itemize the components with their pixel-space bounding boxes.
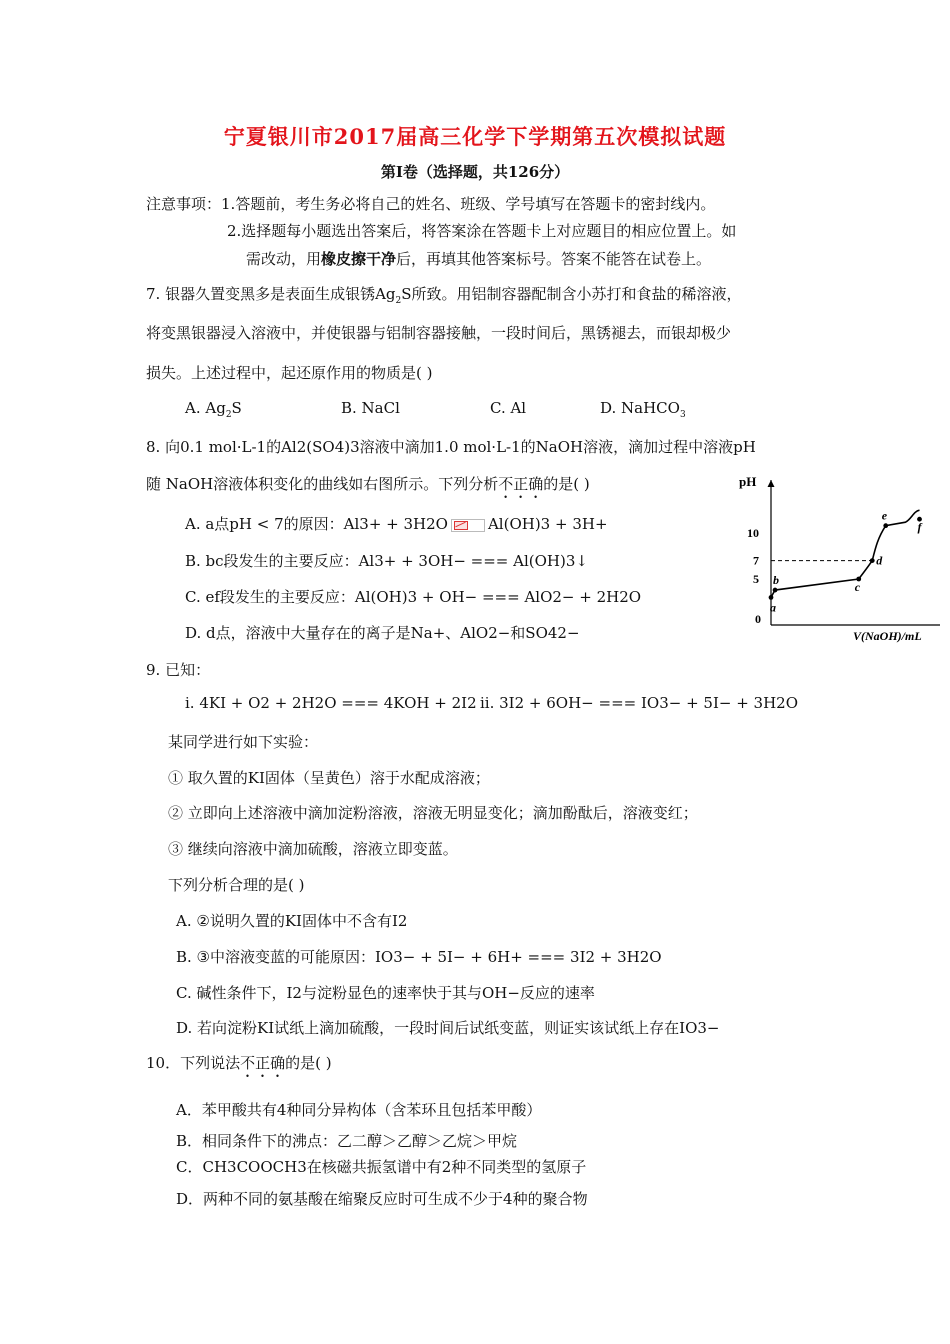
y-axis-label: pH xyxy=(739,474,757,489)
q9-option-c: C. 碱性条件下，I2与淀粉显色的速率快于其与OH−反应的速率 xyxy=(176,984,595,1002)
notice-line-1 xyxy=(146,193,715,214)
point-label-d: d xyxy=(876,553,883,568)
point-label-f: f xyxy=(917,520,922,535)
q8-emphasis: 不正确 xyxy=(498,475,544,493)
q7-option-b: B. NaCl xyxy=(341,399,400,417)
point-a xyxy=(769,595,774,600)
q9-option-a: A. ②说明久置的KI固体中不含有I2 xyxy=(176,912,408,930)
q7-line-1-pre: 7. 银器久置变黑多是表面生成银锈Ag xyxy=(146,285,396,303)
point-label-b: b xyxy=(773,573,780,588)
q10-option-a: A．苯甲酸共有4种同分异构体（含苯环且包括苯甲酸） xyxy=(176,1101,542,1119)
q7-option-a: A. $Ag_2S$ xyxy=(185,399,242,420)
page-title: 宁夏银川市2017届高三化学下学期第五次模拟试题 xyxy=(223,124,727,149)
section-heading: 第Ⅰ卷（选择题，共126分） xyxy=(380,163,570,181)
notice-item-2a: 2.选择题每小题选出答案后，将答案涂在答题卡上对应题目的相应位置上。如 xyxy=(227,222,737,240)
notice-item-2b xyxy=(246,248,711,269)
notice-item-2b-pre: 需改动，用 xyxy=(246,250,322,268)
y-tick-label: 7 xyxy=(753,553,759,568)
q9-experiment-intro: 某同学进行如下实验： xyxy=(168,733,319,751)
point-e xyxy=(883,523,888,528)
q9-step-2: ② 立即向上述溶液中滴加淀粉溶液，溶液无明显变化；滴加酚酞后，溶液变红； xyxy=(168,804,698,822)
q8-line-2-post: 的是( ) xyxy=(543,475,590,493)
q10-line-pre: 10．下列说法 xyxy=(146,1054,241,1072)
q9-equation-ii: ii. 3I2 + 6OH− === IO3− + 5I− + 3H2O xyxy=(480,694,799,712)
q8-option-c: C. ef段发生的主要反应：Al(OH)3 + OH− === AlO2− + 2H2O xyxy=(185,588,642,606)
notice-item-1: 1.答题前，考生务必将自己的姓名、班级、学号填写在答题卡的密封线内。 xyxy=(221,195,716,213)
notice-label: 注意事项： xyxy=(146,195,222,213)
q8-option-a-pre: A. a点pH < 7的原因：Al3+ + 3H2O xyxy=(185,515,448,533)
q9-equation-i: i. 4KI + O2 + 2H2O === 4KOH + 2I2 xyxy=(185,694,477,712)
q9-intro: 9. 已知： xyxy=(146,661,211,679)
q10-option-c: C．CH3COOCH3在核磁共振氢谱中有2种不同类型的氢原子 xyxy=(176,1158,587,1176)
q7-option-a-text: A. Ag xyxy=(185,399,226,417)
q7-line-1-post: S所致。用铝制容器配制含小苏打和食盐的稀溶液， xyxy=(401,285,742,303)
q7-option-d: D. NaHCO$_3$ xyxy=(600,399,686,420)
ph-titration-chart xyxy=(735,472,945,647)
ph-curve xyxy=(771,510,920,597)
q9-option-d: D. 若向淀粉KI试纸上滴加硫酸，一段时间后试纸变蓝，则证实该试纸上存在IO3− xyxy=(176,1019,720,1037)
q8-line-1: 8. 向0.1 mol·L-1的Al2(SO4)3溶液中滴加1.0 mol·L-1的NaOH溶液，滴加过程中溶液pH xyxy=(146,438,756,456)
q7-line-1: 7. 银器久置变黑多是表面生成银锈$Ag_2S$所致。用铝制容器配制含小苏打和食盐的稀溶液， xyxy=(146,285,742,306)
point-label-a: a xyxy=(770,600,776,615)
y-tick-label: 10 xyxy=(747,526,759,540)
q7-line-3: 损失。上述过程中，起还原作用的物质是( ) xyxy=(146,364,433,382)
q8-line-2 xyxy=(146,473,590,502)
q8-option-a xyxy=(185,513,608,534)
q8-option-d: D. d点，溶液中大量存在的离子是Na+、AlO2−和SO42− xyxy=(185,624,580,642)
y-tick-label: 0 xyxy=(755,612,761,626)
point-b xyxy=(773,588,778,593)
q7-option-c: C. Al xyxy=(490,399,527,417)
q9-option-b: B. ③中溶液变蓝的可能原因：IO3− + 5I− + 6H+ === 3I2 + 3H2O xyxy=(176,948,662,966)
q10-emphasis: 不正确 xyxy=(240,1054,286,1072)
notice-item-2b-bold: 橡皮擦干净 xyxy=(321,250,397,268)
q8-line-2-pre: 随 NaOH溶液体积变化的曲线如右图所示。下列分析 xyxy=(146,475,499,493)
q10-line xyxy=(146,1052,332,1081)
q7-option-d-text: D. NaHCO xyxy=(600,399,680,417)
point-label-e: e xyxy=(881,508,888,523)
q7-line-2: 将变黑银器浸入溶液中，并使银器与铝制容器接触，一段时间后，黑锈褪去，而银却极少 xyxy=(146,324,732,342)
q8-option-b: B. bc段发生的主要反应：Al3+ + 3OH− === Al(OH)3↓ xyxy=(185,552,588,570)
q9-question: 下列分析合理的是( ) xyxy=(168,876,305,894)
q10-line-post: 的是( ) xyxy=(285,1054,332,1072)
q8-option-a-post: Al(OH)3 + 3H+ xyxy=(487,515,608,533)
equilibrium-arrow-icon xyxy=(451,519,485,532)
q10-option-b: B．相同条件下的沸点：乙二醇＞乙醇＞乙烷＞甲烷 xyxy=(176,1132,518,1150)
point-label-c: c xyxy=(854,580,861,594)
q10-option-d: D．两种不同的氨基酸在缩聚反应时可生成不少于4种的聚合物 xyxy=(176,1190,588,1208)
notice-item-2b-post: 后，再填其他答案标号。答案不能答在试卷上。 xyxy=(396,250,712,268)
x-axis-label: V(NaOH)/mL xyxy=(853,629,922,643)
q9-step-1: ① 取久置的KI固体（呈黄色）溶于水配成溶液； xyxy=(168,769,490,787)
y-tick-label: 5 xyxy=(753,572,759,586)
point-d xyxy=(870,558,875,563)
q9-step-3: ③ 继续向溶液中滴加硫酸，溶液立即变蓝。 xyxy=(168,840,458,858)
